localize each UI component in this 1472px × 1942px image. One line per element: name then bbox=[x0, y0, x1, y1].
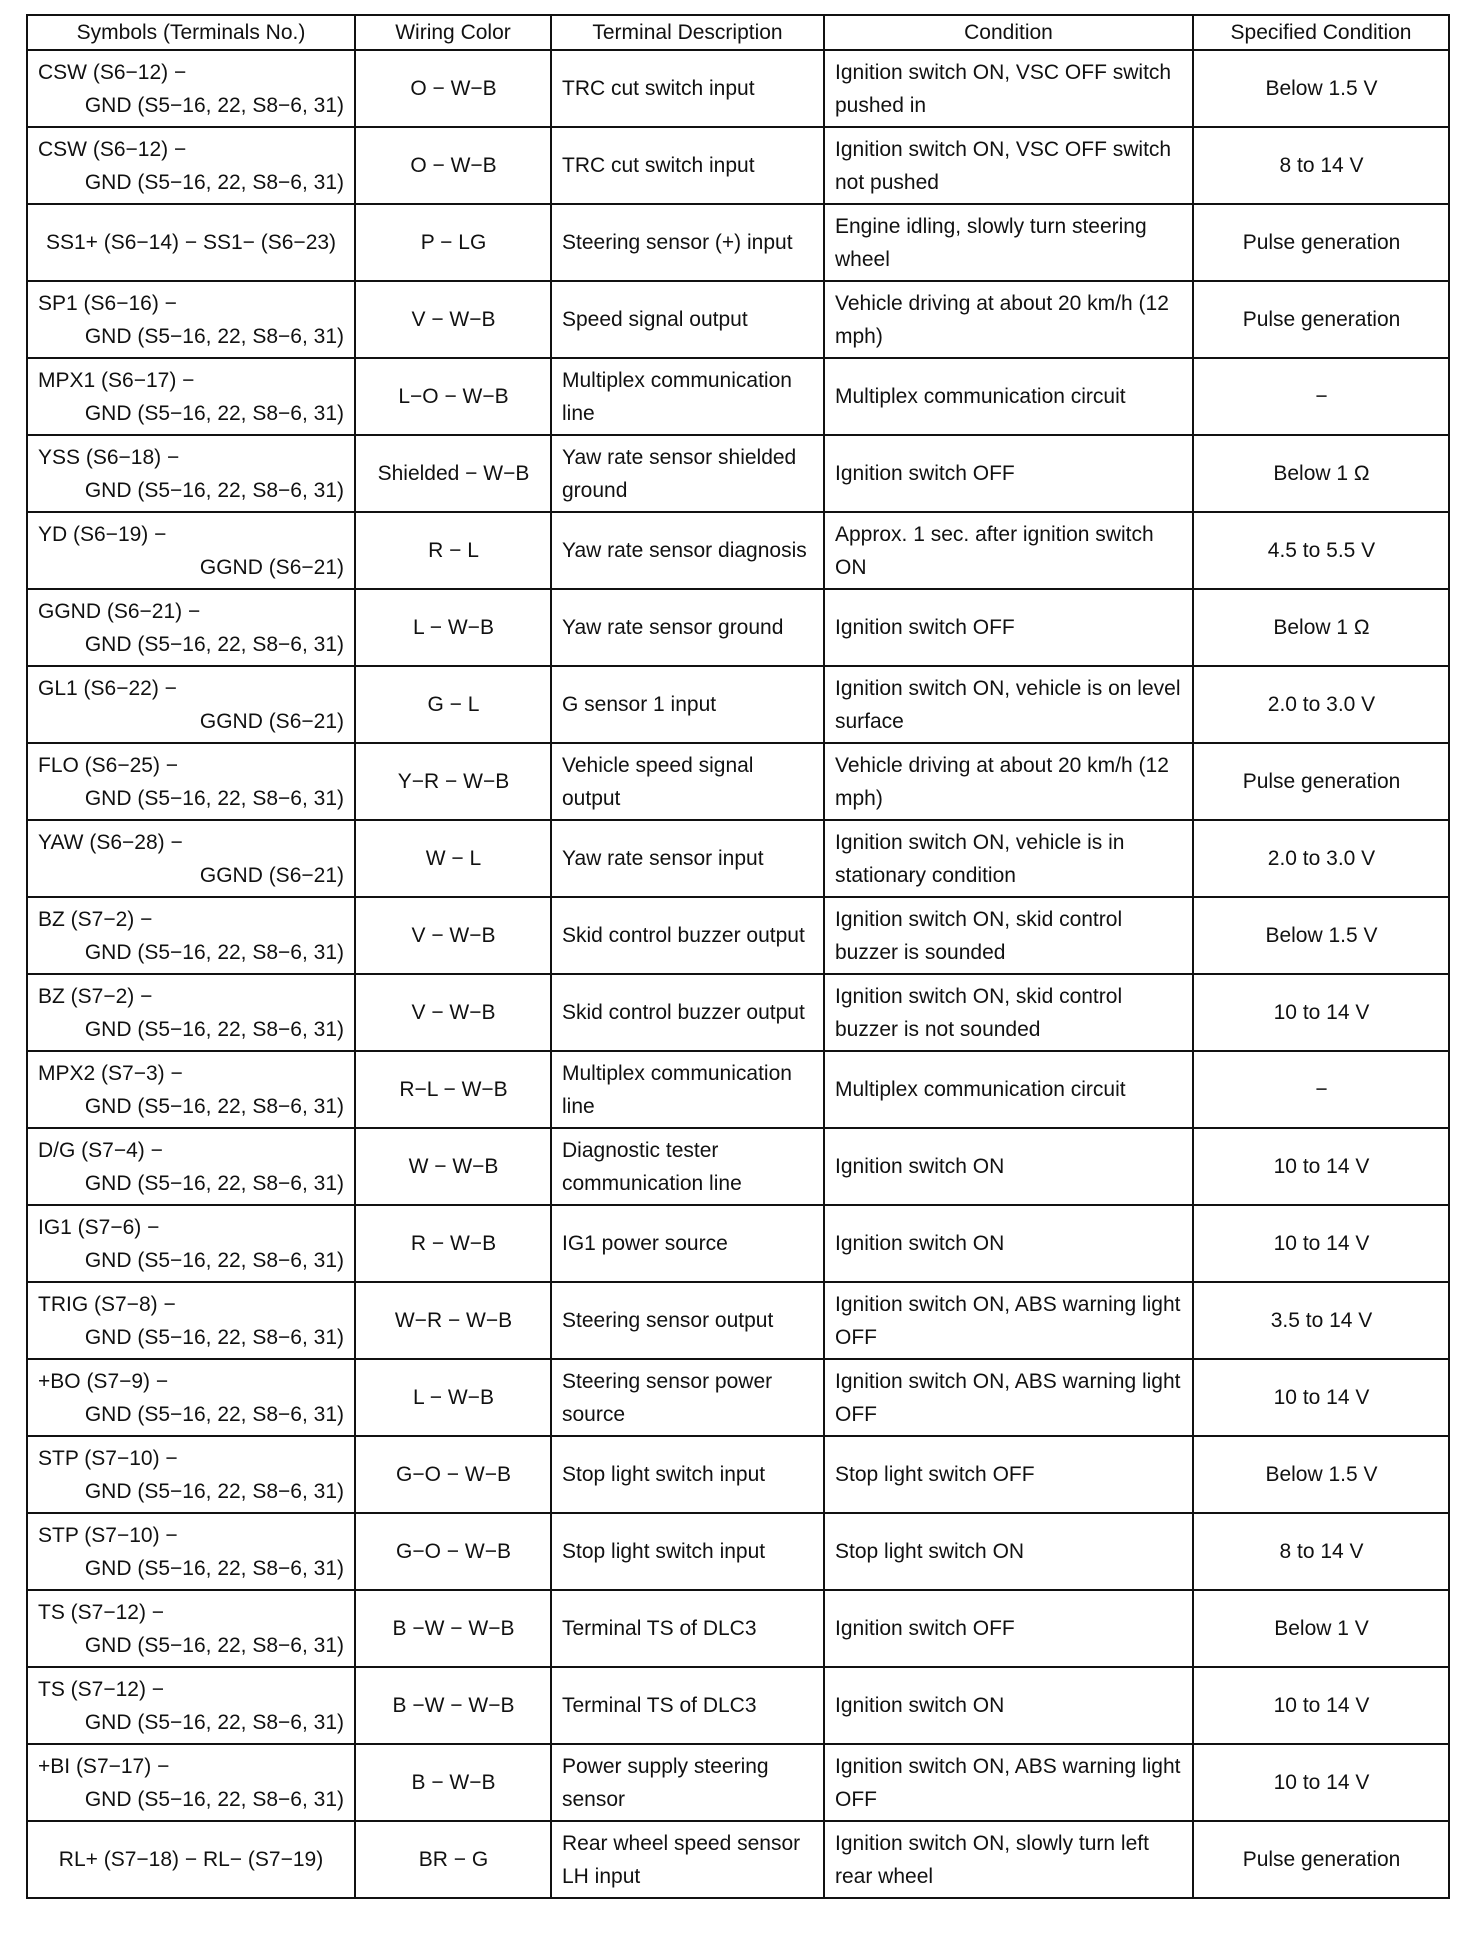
symbol-ground-terminal: GND (S5−16, 22, S8−6, 31) bbox=[84, 1325, 344, 1349]
cell-wiring-color: R−L − W−B bbox=[355, 1051, 551, 1128]
table-row bbox=[27, 50, 1449, 127]
cell-symbols bbox=[27, 512, 355, 589]
cell-wiring-color: L − W−B bbox=[355, 589, 551, 666]
cell-symbols bbox=[27, 1821, 355, 1898]
cell-specified-condition: 10 to 14 V bbox=[1193, 1128, 1449, 1205]
symbol-terminal: SS1+ (S6−14) − SS1− (S6−23) bbox=[45, 231, 337, 254]
cell-condition: Stop light switch OFF bbox=[824, 1436, 1193, 1513]
symbol-ground-terminal: GND (S5−16, 22, S8−6, 31) bbox=[84, 1556, 344, 1580]
cell-condition: Ignition switch ON bbox=[824, 1205, 1193, 1282]
table-row bbox=[27, 1205, 1449, 1282]
cell-terminal-description: TRC cut switch input bbox=[551, 127, 824, 204]
cell-specified-condition: Below 1 V bbox=[1193, 1590, 1449, 1667]
cell-symbols bbox=[27, 1590, 355, 1667]
table-row bbox=[27, 1513, 1449, 1590]
cell-terminal-description: Multiplex communication line bbox=[551, 1051, 824, 1128]
cell-symbols bbox=[27, 281, 355, 358]
symbol-ground-terminal: GND (S5−16, 22, S8−6, 31) bbox=[84, 1633, 344, 1657]
cell-terminal-description: Stop light switch input bbox=[551, 1513, 824, 1590]
cell-condition: Ignition switch ON, ABS warning light OFF bbox=[824, 1359, 1193, 1436]
cell-condition: Ignition switch ON, VSC OFF switch not pushed bbox=[824, 127, 1193, 204]
ecu-terminal-table bbox=[26, 14, 1450, 1899]
header-specified-condition: Specified Condition bbox=[1193, 15, 1449, 50]
cell-terminal-description: Multiplex communication line bbox=[551, 358, 824, 435]
cell-terminal-description: Steering sensor (+) input bbox=[551, 204, 824, 281]
table-row bbox=[27, 666, 1449, 743]
symbol-ground-terminal: GND (S5−16, 22, S8−6, 31) bbox=[84, 1248, 344, 1272]
table-row bbox=[27, 974, 1449, 1051]
cell-terminal-description: Vehicle speed signal output bbox=[551, 743, 824, 820]
symbol-terminal: IG1 (S7−6) − bbox=[38, 1215, 160, 1239]
cell-specified-condition: Below 1.5 V bbox=[1193, 50, 1449, 127]
cell-terminal-description: Terminal TS of DLC3 bbox=[551, 1590, 824, 1667]
cell-terminal-description: Diagnostic tester communication line bbox=[551, 1128, 824, 1205]
symbol-ground-terminal: GGND (S6−21) bbox=[199, 555, 344, 579]
cell-condition: Vehicle driving at about 20 km/h (12 mph) bbox=[824, 281, 1193, 358]
cell-symbols bbox=[27, 204, 355, 281]
cell-specified-condition: Below 1.5 V bbox=[1193, 1436, 1449, 1513]
cell-symbols bbox=[27, 1205, 355, 1282]
symbol-terminal: BZ (S7−2) − bbox=[38, 984, 153, 1008]
header-condition: Condition bbox=[824, 15, 1193, 50]
cell-wiring-color: O − W−B bbox=[355, 50, 551, 127]
table-row bbox=[27, 512, 1449, 589]
cell-terminal-description: Speed signal output bbox=[551, 281, 824, 358]
table-row bbox=[27, 1590, 1449, 1667]
cell-symbols bbox=[27, 435, 355, 512]
cell-condition: Ignition switch ON, slowly turn left rear wheel bbox=[824, 1821, 1193, 1898]
cell-symbols bbox=[27, 743, 355, 820]
cell-symbols bbox=[27, 50, 355, 127]
table-row bbox=[27, 204, 1449, 281]
cell-wiring-color: Y−R − W−B bbox=[355, 743, 551, 820]
cell-specified-condition: Pulse generation bbox=[1193, 281, 1449, 358]
cell-wiring-color: G − L bbox=[355, 666, 551, 743]
cell-symbols bbox=[27, 897, 355, 974]
cell-condition: Ignition switch ON, skid control buzzer is sounded bbox=[824, 897, 1193, 974]
cell-terminal-description: TRC cut switch input bbox=[551, 50, 824, 127]
cell-symbols bbox=[27, 1667, 355, 1744]
header-row bbox=[27, 15, 1449, 50]
symbol-terminal: TS (S7−12) − bbox=[38, 1600, 165, 1624]
symbol-terminal: FLO (S6−25) − bbox=[38, 753, 179, 777]
cell-specified-condition: 10 to 14 V bbox=[1193, 1667, 1449, 1744]
cell-wiring-color: L−O − W−B bbox=[355, 358, 551, 435]
cell-wiring-color: P − LG bbox=[355, 204, 551, 281]
cell-condition: Vehicle driving at about 20 km/h (12 mph) bbox=[824, 743, 1193, 820]
symbol-terminal: +BO (S7−9) − bbox=[38, 1369, 169, 1393]
symbol-terminal: D/G (S7−4) − bbox=[38, 1138, 163, 1162]
cell-condition: Multiplex communication circuit bbox=[824, 1051, 1193, 1128]
cell-condition: Ignition switch ON, skid control buzzer is not sounded bbox=[824, 974, 1193, 1051]
cell-terminal-description: Steering sensor power source bbox=[551, 1359, 824, 1436]
cell-condition: Ignition switch ON, VSC OFF switch pushed in bbox=[824, 50, 1193, 127]
symbol-terminal: MPX2 (S7−3) − bbox=[38, 1061, 183, 1085]
cell-terminal-description: Stop light switch input bbox=[551, 1436, 824, 1513]
cell-terminal-description: Skid control buzzer output bbox=[551, 897, 824, 974]
cell-specified-condition: Below 1.5 V bbox=[1193, 897, 1449, 974]
symbol-terminal: YSS (S6−18) − bbox=[38, 445, 180, 469]
cell-terminal-description: Steering sensor output bbox=[551, 1282, 824, 1359]
cell-condition: Engine idling, slowly turn steering wheel bbox=[824, 204, 1193, 281]
symbol-terminal: TS (S7−12) − bbox=[38, 1677, 165, 1701]
cell-wiring-color: BR − G bbox=[355, 1821, 551, 1898]
cell-wiring-color: W−R − W−B bbox=[355, 1282, 551, 1359]
symbol-ground-terminal: GND (S5−16, 22, S8−6, 31) bbox=[84, 1710, 344, 1734]
cell-terminal-description: Yaw rate sensor diagnosis bbox=[551, 512, 824, 589]
symbol-ground-terminal: GND (S5−16, 22, S8−6, 31) bbox=[84, 1479, 344, 1503]
symbol-ground-terminal: GND (S5−16, 22, S8−6, 31) bbox=[84, 1787, 344, 1811]
cell-specified-condition: Pulse generation bbox=[1193, 743, 1449, 820]
cell-specified-condition: 10 to 14 V bbox=[1193, 974, 1449, 1051]
symbol-terminal: TRIG (S7−8) − bbox=[38, 1292, 176, 1316]
cell-wiring-color: R − L bbox=[355, 512, 551, 589]
cell-condition: Ignition switch OFF bbox=[824, 1590, 1193, 1667]
symbol-terminal: CSW (S6−12) − bbox=[38, 137, 187, 161]
table-row bbox=[27, 589, 1449, 666]
cell-condition: Ignition switch ON, vehicle is on level surface bbox=[824, 666, 1193, 743]
header-terminal-description: Terminal Description bbox=[551, 15, 824, 50]
symbol-terminal: YAW (S6−28) − bbox=[38, 830, 183, 854]
cell-condition: Ignition switch ON, ABS warning light OFF bbox=[824, 1744, 1193, 1821]
cell-specified-condition: − bbox=[1193, 1051, 1449, 1128]
cell-specified-condition: 4.5 to 5.5 V bbox=[1193, 512, 1449, 589]
cell-condition: Ignition switch ON, ABS warning light OFF bbox=[824, 1282, 1193, 1359]
cell-specified-condition: Pulse generation bbox=[1193, 204, 1449, 281]
cell-terminal-description: Yaw rate sensor ground bbox=[551, 589, 824, 666]
symbol-terminal: GGND (S6−21) − bbox=[38, 599, 201, 623]
cell-terminal-description: Yaw rate sensor input bbox=[551, 820, 824, 897]
cell-symbols bbox=[27, 1744, 355, 1821]
cell-symbols bbox=[27, 1051, 355, 1128]
cell-symbols bbox=[27, 1436, 355, 1513]
cell-condition: Ignition switch OFF bbox=[824, 589, 1193, 666]
cell-wiring-color: O − W−B bbox=[355, 127, 551, 204]
cell-condition: Approx. 1 sec. after ignition switch ON bbox=[824, 512, 1193, 589]
cell-condition: Ignition switch OFF bbox=[824, 435, 1193, 512]
cell-wiring-color: L − W−B bbox=[355, 1359, 551, 1436]
table-row bbox=[27, 1282, 1449, 1359]
symbol-terminal: SP1 (S6−16) − bbox=[38, 291, 177, 315]
symbol-terminal: BZ (S7−2) − bbox=[38, 907, 153, 931]
symbol-ground-terminal: GND (S5−16, 22, S8−6, 31) bbox=[84, 632, 344, 656]
symbol-ground-terminal: GGND (S6−21) bbox=[199, 863, 344, 887]
symbol-ground-terminal: GND (S5−16, 22, S8−6, 31) bbox=[84, 1017, 344, 1041]
cell-specified-condition: 2.0 to 3.0 V bbox=[1193, 820, 1449, 897]
cell-symbols bbox=[27, 1513, 355, 1590]
cell-terminal-description: IG1 power source bbox=[551, 1205, 824, 1282]
cell-condition: Stop light switch ON bbox=[824, 1513, 1193, 1590]
symbol-ground-terminal: GND (S5−16, 22, S8−6, 31) bbox=[84, 940, 344, 964]
table-row bbox=[27, 1128, 1449, 1205]
cell-specified-condition: − bbox=[1193, 358, 1449, 435]
table-row bbox=[27, 127, 1449, 204]
cell-specified-condition: Pulse generation bbox=[1193, 1821, 1449, 1898]
cell-specified-condition: 2.0 to 3.0 V bbox=[1193, 666, 1449, 743]
cell-specified-condition: 8 to 14 V bbox=[1193, 1513, 1449, 1590]
table-row bbox=[27, 1744, 1449, 1821]
cell-specified-condition: 10 to 14 V bbox=[1193, 1359, 1449, 1436]
terminal-table-sheet bbox=[26, 14, 1448, 1899]
cell-wiring-color: V − W−B bbox=[355, 281, 551, 358]
symbol-terminal: +BI (S7−17) − bbox=[38, 1754, 170, 1778]
symbol-ground-terminal: GND (S5−16, 22, S8−6, 31) bbox=[84, 401, 344, 425]
symbol-ground-terminal: GND (S5−16, 22, S8−6, 31) bbox=[84, 786, 344, 810]
cell-symbols bbox=[27, 974, 355, 1051]
table-row bbox=[27, 897, 1449, 974]
cell-wiring-color: W − W−B bbox=[355, 1128, 551, 1205]
cell-specified-condition: 8 to 14 V bbox=[1193, 127, 1449, 204]
table-row bbox=[27, 358, 1449, 435]
symbol-ground-terminal: GND (S5−16, 22, S8−6, 31) bbox=[84, 1094, 344, 1118]
cell-specified-condition: 10 to 14 V bbox=[1193, 1744, 1449, 1821]
cell-condition: Ignition switch ON, vehicle is in stationary condition bbox=[824, 820, 1193, 897]
symbol-ground-terminal: GND (S5−16, 22, S8−6, 31) bbox=[84, 170, 344, 194]
symbol-terminal: RL+ (S7−18) − RL− (S7−19) bbox=[58, 1848, 324, 1871]
cell-symbols bbox=[27, 666, 355, 743]
header-wiring-color: Wiring Color bbox=[355, 15, 551, 50]
symbol-terminal: MPX1 (S6−17) − bbox=[38, 368, 195, 392]
table-row bbox=[27, 1667, 1449, 1744]
symbol-terminal: YD (S6−19) − bbox=[38, 522, 167, 546]
cell-specified-condition: Below 1 Ω bbox=[1193, 435, 1449, 512]
cell-symbols bbox=[27, 358, 355, 435]
table-row bbox=[27, 820, 1449, 897]
symbol-ground-terminal: GND (S5−16, 22, S8−6, 31) bbox=[84, 1171, 344, 1195]
cell-symbols bbox=[27, 1359, 355, 1436]
symbol-terminal: STP (S7−10) − bbox=[38, 1446, 178, 1470]
symbol-terminal: CSW (S6−12) − bbox=[38, 60, 187, 84]
cell-wiring-color: G−O − W−B bbox=[355, 1436, 551, 1513]
cell-terminal-description: Yaw rate sensor shielded ground bbox=[551, 435, 824, 512]
cell-specified-condition: 3.5 to 14 V bbox=[1193, 1282, 1449, 1359]
cell-wiring-color: V − W−B bbox=[355, 897, 551, 974]
table-row bbox=[27, 1436, 1449, 1513]
cell-terminal-description: Power supply steering sensor bbox=[551, 1744, 824, 1821]
cell-wiring-color: B −W − W−B bbox=[355, 1667, 551, 1744]
cell-symbols bbox=[27, 1128, 355, 1205]
symbol-terminal: STP (S7−10) − bbox=[38, 1523, 178, 1547]
symbol-ground-terminal: GND (S5−16, 22, S8−6, 31) bbox=[84, 324, 344, 348]
table-row bbox=[27, 435, 1449, 512]
table-row bbox=[27, 1051, 1449, 1128]
cell-specified-condition: Below 1 Ω bbox=[1193, 589, 1449, 666]
cell-specified-condition: 10 to 14 V bbox=[1193, 1205, 1449, 1282]
symbol-ground-terminal: GND (S5−16, 22, S8−6, 31) bbox=[84, 478, 344, 502]
cell-symbols bbox=[27, 127, 355, 204]
symbol-ground-terminal: GND (S5−16, 22, S8−6, 31) bbox=[84, 93, 344, 117]
cell-wiring-color: R − W−B bbox=[355, 1205, 551, 1282]
cell-symbols bbox=[27, 589, 355, 666]
table-row bbox=[27, 743, 1449, 820]
cell-symbols bbox=[27, 820, 355, 897]
cell-wiring-color: W − L bbox=[355, 820, 551, 897]
cell-condition: Ignition switch ON bbox=[824, 1128, 1193, 1205]
cell-wiring-color: B − W−B bbox=[355, 1744, 551, 1821]
table-row bbox=[27, 1821, 1449, 1898]
symbol-ground-terminal: GND (S5−16, 22, S8−6, 31) bbox=[84, 1402, 344, 1426]
table-row bbox=[27, 1359, 1449, 1436]
cell-wiring-color: B −W − W−B bbox=[355, 1590, 551, 1667]
symbol-ground-terminal: GGND (S6−21) bbox=[199, 709, 344, 733]
cell-terminal-description: Skid control buzzer output bbox=[551, 974, 824, 1051]
cell-terminal-description: G sensor 1 input bbox=[551, 666, 824, 743]
cell-terminal-description: Rear wheel speed sensor LH input bbox=[551, 1821, 824, 1898]
cell-condition: Ignition switch ON bbox=[824, 1667, 1193, 1744]
cell-condition: Multiplex communication circuit bbox=[824, 358, 1193, 435]
cell-wiring-color: Shielded − W−B bbox=[355, 435, 551, 512]
header-symbols: Symbols (Terminals No.) bbox=[27, 15, 355, 50]
table-body bbox=[27, 50, 1449, 1898]
cell-wiring-color: G−O − W−B bbox=[355, 1513, 551, 1590]
cell-symbols bbox=[27, 1282, 355, 1359]
symbol-terminal: GL1 (S6−22) − bbox=[38, 676, 177, 700]
cell-wiring-color: V − W−B bbox=[355, 974, 551, 1051]
table-row bbox=[27, 281, 1449, 358]
cell-terminal-description: Terminal TS of DLC3 bbox=[551, 1667, 824, 1744]
